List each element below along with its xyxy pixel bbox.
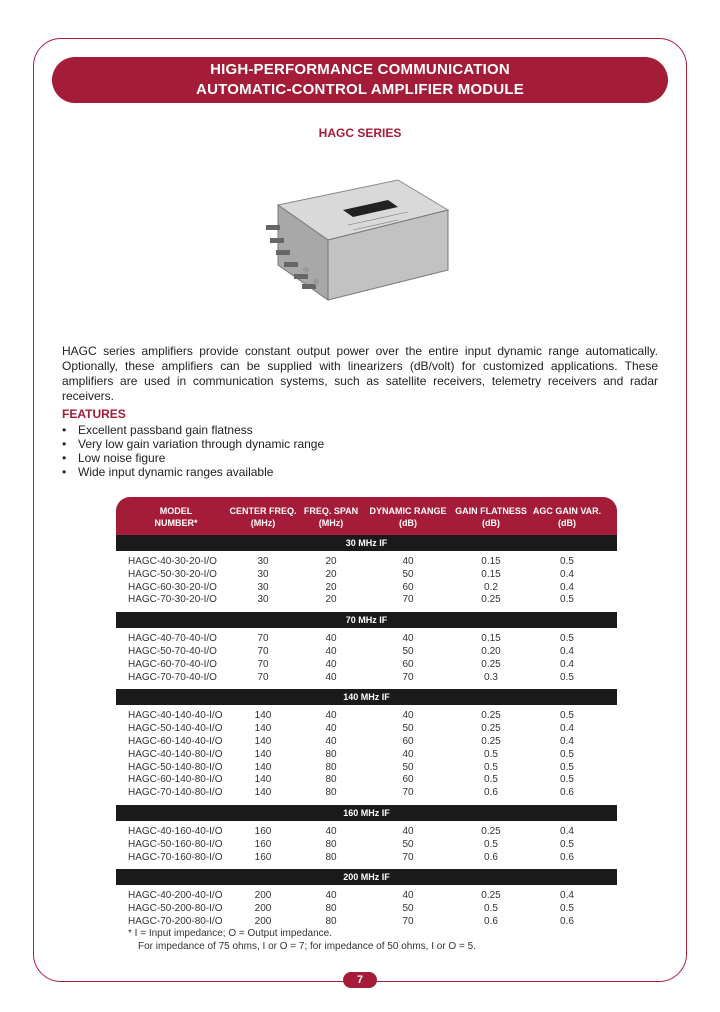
table-header [116,497,617,535]
table-cell: 0.4 [560,581,574,593]
table-row [116,762,617,775]
table-cell: 70 [402,851,414,863]
table-cell: 0.5 [560,671,574,683]
table-cell: 40 [325,825,337,837]
table-cell: 70 [257,633,269,645]
table-cell: 80 [325,774,337,786]
table-cell: 40 [325,658,337,670]
group-rows [116,551,617,612]
title-line-2: AUTOMATIC-CONTROL AMPLIFIER MODULE [196,81,524,98]
table-cell: HAGC-70-70-40-I/O [128,671,217,683]
header-gain-flatness: GAIN FLATNESS (dB) [455,506,527,528]
header-freq-span: FREQ. SPAN (MHz) [303,506,359,528]
table-cell: 0.5 [484,774,498,786]
table-cell: 80 [325,761,337,773]
table-cell: 0.5 [560,556,574,567]
table-cell: 40 [402,633,414,645]
table-cell: HAGC-40-140-40-I/O [128,710,223,722]
title-line-1: HIGH-PERFORMANCE COMMUNICATION [210,61,510,78]
header-model: MODEL NUMBER* [154,506,198,528]
spec-table [116,497,617,934]
table-cell: 40 [402,825,414,837]
table-cell: HAGC-70-200-80-I/O [128,915,223,927]
table-cell: 30 [257,556,269,567]
table-cell: 140 [254,723,272,735]
table-cell: 70 [402,594,414,606]
table-cell: 40 [325,735,337,747]
table-cell: HAGC-40-140-80-I/O [128,748,223,760]
table-cell: 0.5 [484,761,498,773]
table-row [116,633,617,646]
table-cell: 140 [254,774,272,786]
table-cell: 80 [325,787,337,799]
table-row [116,594,617,607]
table-cell: 50 [402,645,414,657]
table-cell: HAGC-50-70-40-I/O [128,645,217,657]
table-cell: 0.4 [560,568,574,580]
page-number: 7 [343,972,377,988]
group-rows [116,821,617,869]
table-cell: 70 [402,915,414,927]
table-cell: HAGC-40-30-20-I/O [128,556,217,567]
table-cell: 0.5 [560,903,574,915]
table-row [116,890,617,903]
table-cell: 0.25 [481,890,501,902]
table-row [116,903,617,916]
group-header: 70 MHz IF [116,612,617,628]
table-row [116,839,617,852]
table-cell: 80 [325,838,337,850]
group-header: 30 MHz IF [116,535,617,551]
group-header: 160 MHz IF [116,805,617,821]
table-row [116,582,617,595]
table-cell: 40 [325,890,337,902]
table-cell: 140 [254,710,272,722]
table-cell: 0.2 [484,581,498,593]
header-dynamic-range: DYNAMIC RANGE (dB) [369,506,447,528]
table-row [116,723,617,736]
footnotes [128,927,476,953]
table-cell: 0.5 [560,594,574,606]
table-cell: 0.5 [560,838,574,850]
table-cell: 80 [325,851,337,863]
table-cell: 0.5 [560,774,574,786]
table-cell: 80 [325,903,337,915]
table-cell: 0.25 [481,735,501,747]
table-cell: 140 [254,787,272,799]
table-row [116,569,617,582]
group-header: 200 MHz IF [116,869,617,885]
table-cell: 0.5 [484,838,498,850]
table-cell: HAGC-60-140-40-I/O [128,735,223,747]
table-cell: 0.25 [481,710,501,722]
table-cell: HAGC-40-70-40-I/O [128,633,217,645]
table-cell: HAGC-60-30-20-I/O [128,581,217,593]
table-cell: 0.4 [560,723,574,735]
table-cell: HAGC-50-200-80-I/O [128,903,223,915]
table-cell: 0.15 [481,568,501,580]
table-cell: HAGC-60-140-80-I/O [128,774,223,786]
table-cell: 70 [257,658,269,670]
table-cell: 70 [402,787,414,799]
table-row [116,826,617,839]
table-cell: 0.6 [484,915,498,927]
table-cell: 0.4 [560,658,574,670]
table-cell: HAGC-50-30-20-I/O [128,568,217,580]
table-cell: 0.5 [560,761,574,773]
table-cell: 30 [257,568,269,580]
intro-paragraph: HAGC series amplifiers provide constant output power over the entire input dynamic range automatically. Optionally, these amplifiers can be supplied with linearizers (dB/volt) for customized applications. These amplifiers are used in communication systems, such as satellite receivers, telemetry receivers and radar receivers. [62,344,658,403]
table-row [116,672,617,685]
group-header: 140 MHz IF [116,689,617,705]
title-banner [52,57,668,103]
table-cell: 160 [254,851,272,863]
table-cell: 160 [254,838,272,850]
table-cell: 40 [325,723,337,735]
series-label: HAGC SERIES [318,126,402,140]
table-row [116,710,617,723]
features-title: FEATURES [62,407,126,421]
table-cell: 60 [402,581,414,593]
table-cell: 0.4 [560,645,574,657]
table-cell: 200 [254,903,272,915]
table-body [116,535,617,934]
table-cell: 60 [402,658,414,670]
table-cell: 0.6 [560,787,574,799]
table-cell: 40 [325,645,337,657]
table-cell: 0.6 [484,851,498,863]
table-cell: 0.4 [560,825,574,837]
table-cell: 0.5 [560,748,574,760]
feature-item: • Wide input dynamic ranges available [62,465,324,479]
header-agc-gain-var: AGC GAIN VAR. (dB) [532,506,602,528]
table-cell: 0.25 [481,658,501,670]
table-cell: 40 [325,671,337,683]
table-cell: 30 [257,594,269,606]
table-cell: 40 [402,748,414,760]
table-cell: 50 [402,723,414,735]
table-row [116,749,617,762]
feature-item: • Excellent passband gain flatness [62,423,324,437]
table-row [116,852,617,865]
table-cell: 0.25 [481,723,501,735]
table-cell: 140 [254,761,272,773]
table-row [116,787,617,800]
table-cell: 20 [325,581,337,593]
table-cell: 0.4 [560,890,574,902]
table-cell: HAGC-40-200-40-I/O [128,890,223,902]
footnote-line-2: For impedance of 75 ohms, I or O = 7; for impedance of 50 ohms, I or O = 5. [138,941,476,952]
table-cell: 0.15 [481,633,501,645]
table-cell: 160 [254,825,272,837]
table-cell: 0.5 [560,710,574,722]
group-rows [116,628,617,689]
table-cell: 80 [325,915,337,927]
table-cell: 0.5 [560,633,574,645]
footnote-line-1: * I = Input impedance; O = Output impedance. [128,928,333,939]
table-cell: 0.6 [484,787,498,799]
table-cell: 40 [325,633,337,645]
table-cell: HAGC-70-160-80-I/O [128,851,223,863]
feature-item: • Low noise figure [62,451,324,465]
table-cell: 0.20 [481,645,501,657]
header-center-freq: CENTER FREQ. (MHz) [229,506,297,528]
table-cell: 50 [402,838,414,850]
table-cell: 40 [402,556,414,567]
table-cell: 0.6 [560,851,574,863]
table-row [116,556,617,569]
table-cell: 60 [402,735,414,747]
table-cell: 50 [402,761,414,773]
table-cell: 0.25 [481,825,501,837]
table-cell: 0.4 [560,735,574,747]
table-row [116,659,617,672]
product-image [258,170,458,320]
group-rows [116,705,617,805]
table-cell: HAGC-70-30-20-I/O [128,594,217,606]
table-cell: 0.5 [484,903,498,915]
table-cell: HAGC-40-160-40-I/O [128,825,223,837]
table-row [116,774,617,787]
table-cell: 0.3 [484,671,498,683]
table-cell: 200 [254,915,272,927]
table-cell: HAGC-50-140-80-I/O [128,761,223,773]
table-cell: HAGC-50-140-40-I/O [128,723,223,735]
table-cell: HAGC-60-70-40-I/O [128,658,217,670]
table-cell: 60 [402,774,414,786]
table-cell: 50 [402,568,414,580]
table-cell: HAGC-50-160-80-I/O [128,838,223,850]
table-cell: 0.15 [481,556,501,567]
table-cell: 20 [325,568,337,580]
table-cell: 30 [257,581,269,593]
table-cell: 0.5 [484,748,498,760]
table-cell: 20 [325,556,337,567]
table-cell: 0.6 [560,915,574,927]
table-cell: 80 [325,748,337,760]
table-cell: 0.25 [481,594,501,606]
table-cell: 50 [402,903,414,915]
table-cell: 20 [325,594,337,606]
features-list [62,423,324,479]
table-cell: 70 [402,671,414,683]
table-cell: 40 [402,890,414,902]
table-cell: 140 [254,735,272,747]
table-cell: 140 [254,748,272,760]
table-cell: 70 [257,671,269,683]
table-row [116,736,617,749]
table-cell: HAGC-70-140-80-I/O [128,787,223,799]
feature-item: • Very low gain variation through dynamic range [62,437,324,451]
table-cell: 40 [325,710,337,722]
table-cell: 40 [402,710,414,722]
table-row [116,646,617,659]
table-cell: 70 [257,645,269,657]
table-cell: 200 [254,890,272,902]
